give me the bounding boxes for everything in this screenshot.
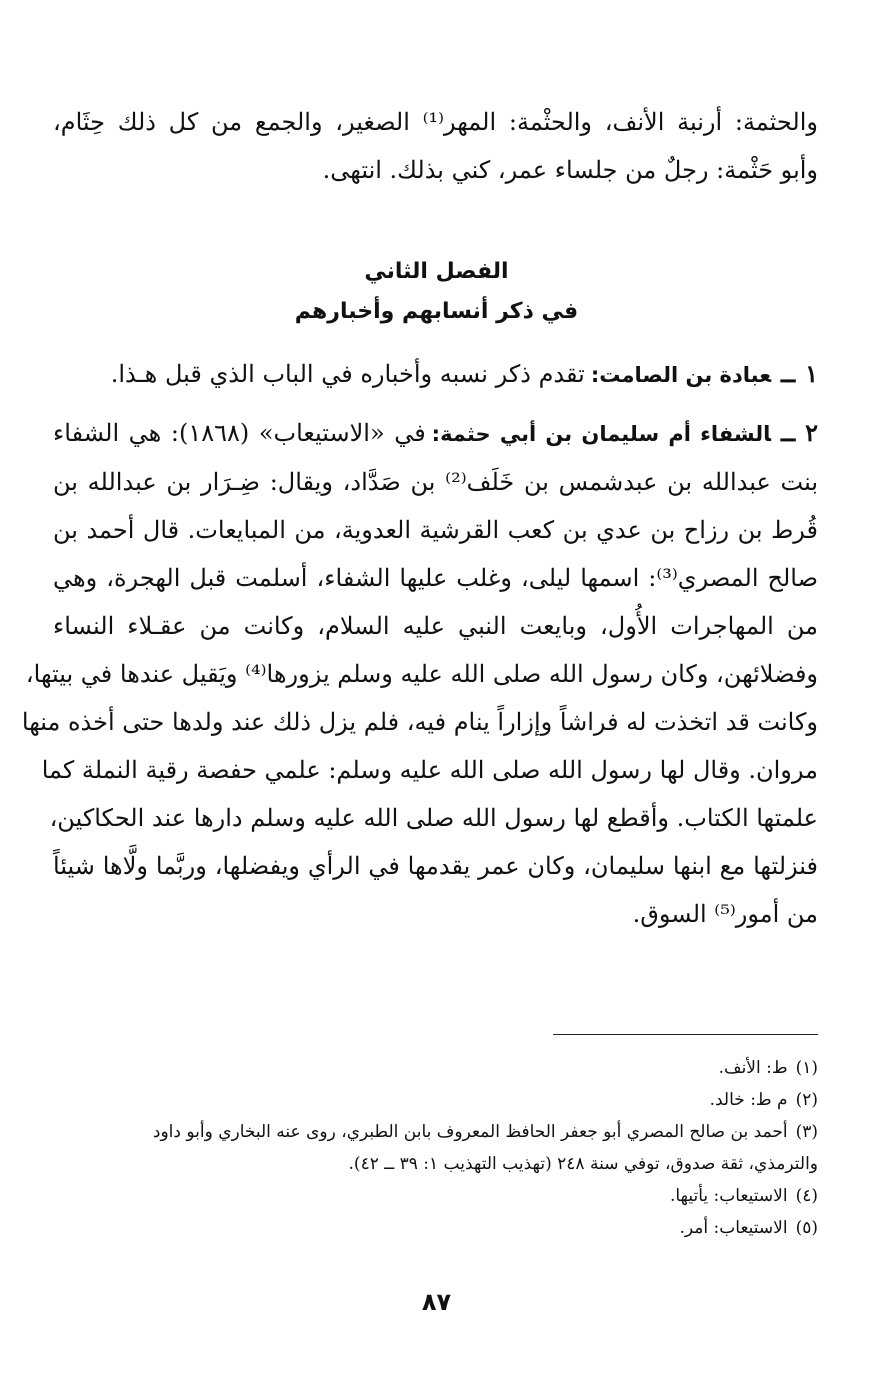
footnote-text: ط: الأنف. xyxy=(718,1058,788,1078)
footnote-text: والترمذي، ثقة صدوق، توفي سنة ٢٤٨ (تهذيب التهذيب ١: ٣٩ ــ ٤٢). xyxy=(348,1154,818,1174)
footnote-number: (٣) xyxy=(795,1122,818,1142)
intro-line: والحثمة: أرنبة الأنف، والحثْمة: المهر⁽¹⁾ الصغير، والجمع من كل ذلك حِثَام، xyxy=(53,108,818,136)
entry-line: وفضلائهن، وكان رسول الله صلى الله عليه وسلم يزورها⁽⁴⁾ ويَقيل عندها في بيتها، xyxy=(25,660,818,688)
footnote-continuation xyxy=(53,1148,818,1180)
entry-dash: ــ xyxy=(781,418,796,447)
chapter-title: الفصل الثاني xyxy=(364,259,509,284)
entry-line: علمتها الكتاب. وأقطع لها رسول الله صلى الله عليه وسلم دارها عند الحكاكين، xyxy=(49,804,818,832)
footnote-text: م ط: خالد. xyxy=(709,1090,788,1110)
footnote-number: (٥) xyxy=(795,1218,818,1238)
footnote xyxy=(53,1116,818,1148)
footnote-text: الاستيعاب: يأتيها. xyxy=(669,1186,788,1206)
entry-number: ٢ xyxy=(805,418,818,447)
entry-2 xyxy=(21,409,818,938)
footnotes xyxy=(53,1052,818,1244)
entry-name: الشفاء أم سليمان بن أبي حثمة: xyxy=(431,422,772,446)
entry-line: فنزلتها مع ابنها سليمان، وكان عمر يقدمها في الرأي ويفضلها، وربَّما ولَّاها شيئاً xyxy=(53,852,818,880)
footnote xyxy=(53,1180,818,1212)
entry-line: صالح المصري⁽³⁾: اسمها ليلى، وغلب عليها الشفاء، أسلمت قبل الهجرة، وهي xyxy=(53,564,818,592)
entry-name: عبادة بن الصامت: xyxy=(590,363,772,387)
chapter-heading xyxy=(0,252,873,332)
footnote xyxy=(53,1052,818,1084)
entry-number: ١ xyxy=(805,359,818,388)
footnote xyxy=(53,1084,818,1116)
entry-line: مروان. وقال لها رسول الله صلى الله عليه وسلم: علمي حفصة رقية النملة كما xyxy=(41,756,818,784)
intro-line: وأبو حَثْمة: رجلٌ من جلساء عمر، كني بذلك. انتهى. xyxy=(322,156,818,184)
entry-text: في «الاستيعاب» (١٨٦٨): هي الشفاء xyxy=(53,419,426,447)
footnote xyxy=(53,1212,818,1244)
footnote-number: (١) xyxy=(795,1058,818,1078)
footnote-number: (٤) xyxy=(795,1186,818,1206)
entry-line: بنت عبدالله بن عبدشمس بن خَلَف⁽²⁾ بن صَدَّاد، ويقال: ضِـرَار بن عبدالله بن xyxy=(53,468,818,496)
entry-dash: ــ xyxy=(781,359,796,388)
entry-text: تقدم ذكر نسبه وأخباره في الباب الذي قبل هـذا. xyxy=(110,360,585,388)
footnote-number: (٢) xyxy=(795,1090,818,1110)
chapter-subtitle: في ذكر أنسابهم وأخبارهم xyxy=(294,299,579,324)
page-number: ٨٧ xyxy=(421,1288,452,1316)
entry-line: من المهاجرات الأُول، وبايعت النبي عليه السلام، وكانت من عقـلاء النساء xyxy=(53,612,818,640)
entry-line: وكانت قد اتخذت له فراشاً وإزاراً ينام فيه، فلم يزل ذلك عند ولدها حتى أخذه منها xyxy=(21,708,818,736)
footnote-divider xyxy=(553,1034,818,1035)
entry-line: قُرط بن رزاح بن عدي بن كعب القرشية العدوية، من المبايعات. قال أحمد بن xyxy=(53,516,818,544)
footnote-text: أحمد بن صالح المصري أبو جعفر الحافظ المعروف بابن الطبري، روى عنه البخاري وأبو داود xyxy=(152,1122,788,1142)
entry-first-line xyxy=(53,409,818,458)
entry-line: من أمور⁽⁵⁾ السوق. xyxy=(632,900,818,928)
entry-1 xyxy=(53,350,818,399)
entries-list xyxy=(21,350,818,938)
footnote-text: الاستيعاب: أمر. xyxy=(679,1218,788,1238)
intro-paragraph xyxy=(53,98,818,194)
